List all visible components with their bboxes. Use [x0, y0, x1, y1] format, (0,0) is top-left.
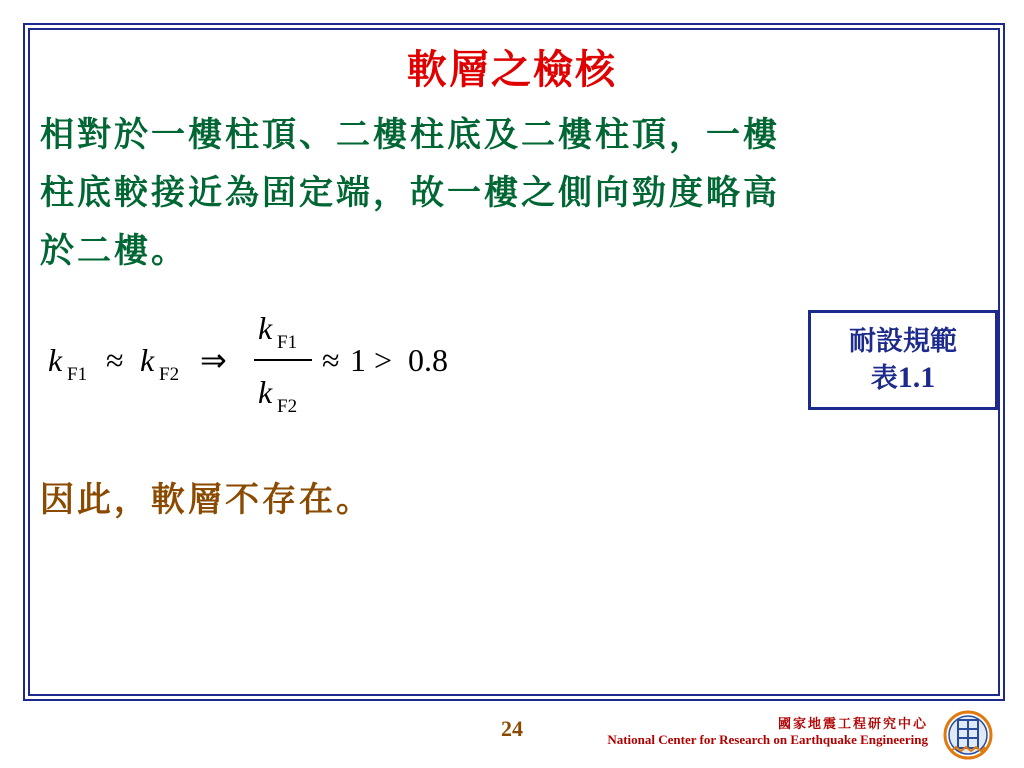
- fraction-bar: [254, 359, 312, 361]
- formula-implies: ⇒: [200, 342, 227, 378]
- ncree-logo-icon: [943, 710, 993, 760]
- formula-numerator-sub: F1: [277, 332, 298, 353]
- page-number: 24: [501, 716, 523, 741]
- code-reference-box: [808, 310, 998, 410]
- slide-title: 軟層之檢核: [407, 46, 617, 93]
- formula-sub-f2-1: F2: [159, 364, 180, 385]
- org-name-en: National Center for Research on Earthquake Engineering: [607, 732, 928, 747]
- formula-sub-f1-1: F1: [67, 364, 88, 385]
- stiffness-formula: [44, 308, 484, 428]
- formula-approx-1: ≈: [106, 342, 124, 378]
- reference-line-1: 耐設規範: [849, 326, 957, 357]
- reference-prefix: 表: [870, 363, 898, 394]
- reference-line-2: [811, 360, 995, 397]
- formula-denominator-sub: F2: [277, 396, 298, 417]
- body-line-3: 於二樓。: [40, 231, 188, 271]
- formula-approx-2: ≈: [322, 342, 340, 378]
- formula-threshold: 0.8: [408, 342, 448, 378]
- reference-table-number: 1.1: [897, 361, 936, 394]
- conclusion-text: 因此，軟層不存在。: [40, 480, 373, 520]
- formula-k-2: k: [140, 342, 155, 378]
- formula-numerator-k: k: [258, 310, 273, 346]
- formula-gt: >: [374, 342, 393, 378]
- formula-denominator-k: k: [258, 374, 273, 410]
- formula-k-1: k: [48, 342, 63, 378]
- body-line-2: 柱底較接近為固定端，故一樓之側向勁度略高: [40, 173, 780, 213]
- formula-one: 1: [350, 342, 366, 378]
- org-name-zh: 國家地震工程研究中心: [777, 717, 928, 732]
- slide-body-text: [40, 106, 970, 280]
- body-line-1: 相對於一樓柱頂、二樓柱底及二樓柱頂，一樓: [40, 115, 780, 155]
